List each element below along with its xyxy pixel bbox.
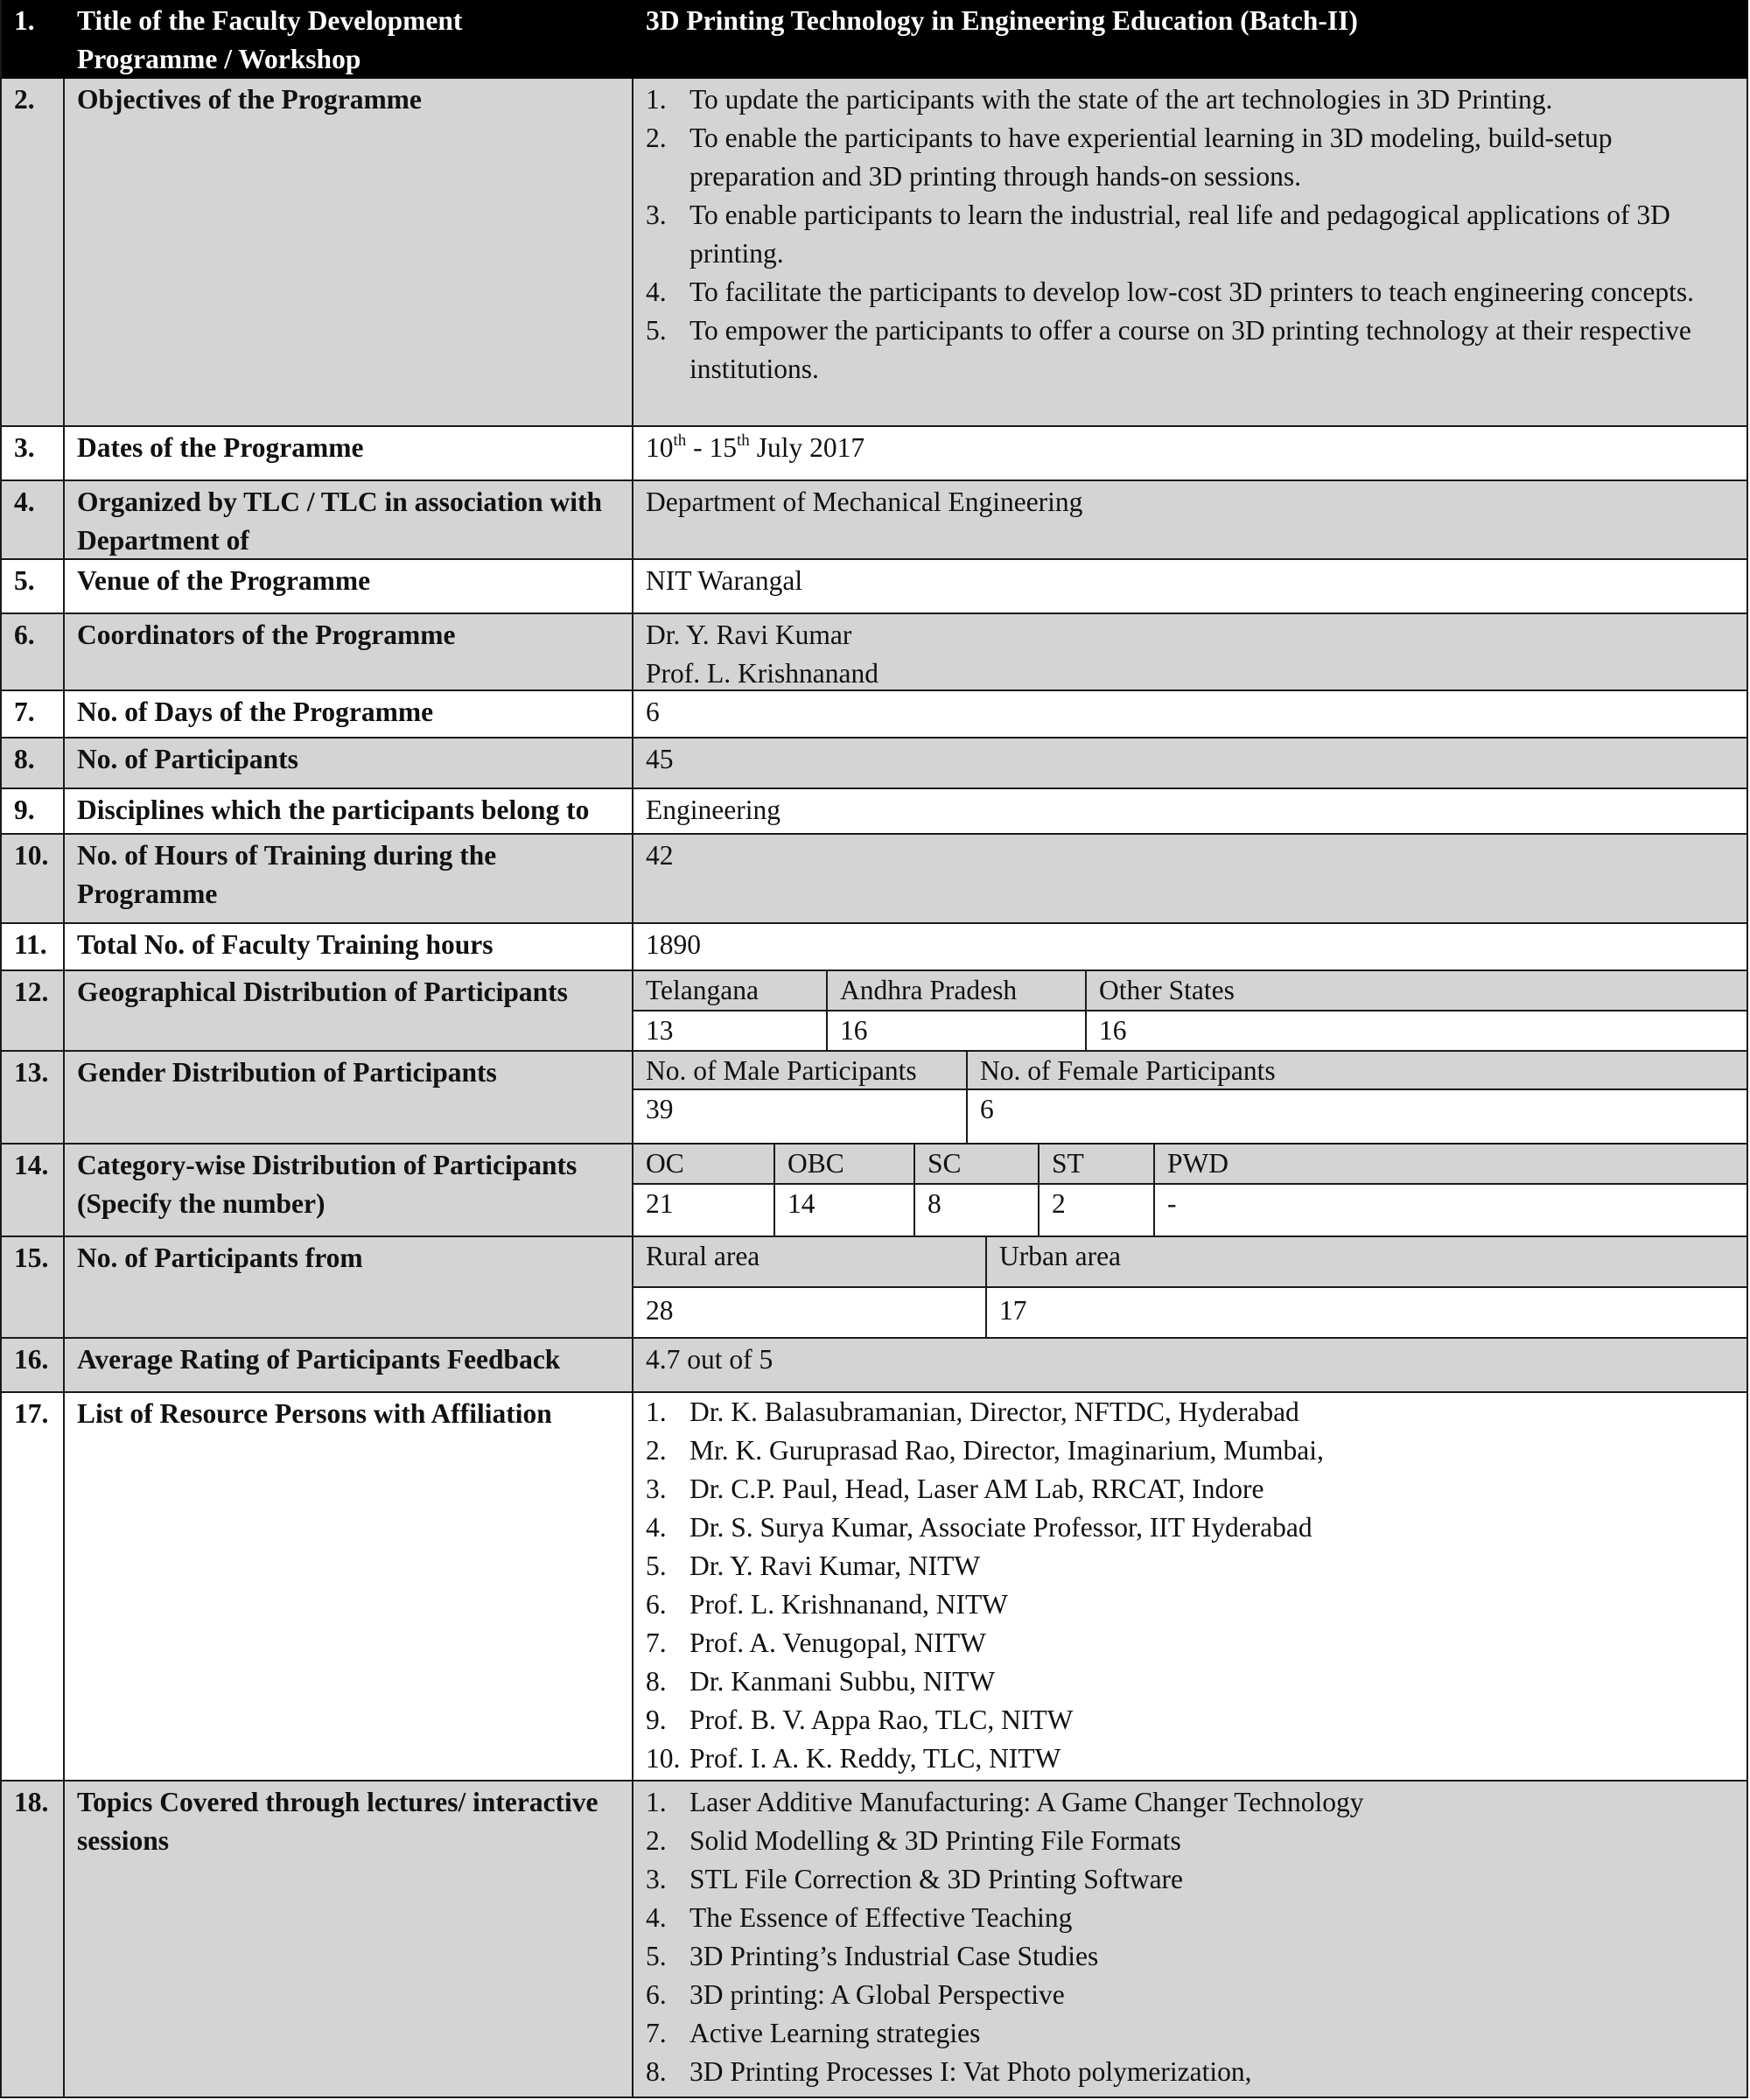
row-label: Total No. of Faculty Training hours	[65, 924, 634, 971]
table-header: PWD	[1167, 1148, 1228, 1179]
list-item: 7. Prof. A. Venugopal, NITW	[646, 1628, 986, 1658]
row-number: 12.	[0, 971, 65, 1052]
list-item: 5. To empower the participants to offer a course on 3D printing technology at their respective institutions.	[646, 315, 1691, 384]
row-number: 11.	[0, 924, 65, 971]
programme-dates: 10th - 15th July 2017	[634, 427, 1748, 481]
geographical-table	[634, 971, 1748, 1052]
objectives-list	[634, 79, 1748, 427]
row-number: 15.	[0, 1237, 65, 1339]
disciplines-value: Engineering	[634, 789, 1748, 835]
table-cell: 16	[828, 1012, 1087, 1050]
table-header: SC	[915, 1144, 1040, 1183]
table-header: Andhra Pradesh	[828, 971, 1087, 1010]
list-item: 3. To enable participants to learn the industrial, real life and pedagogical applications of 3D printing.	[646, 200, 1670, 269]
row-geographical	[0, 971, 1748, 1052]
table-cell: 39	[634, 1090, 968, 1143]
table-cell: 17	[999, 1295, 1027, 1326]
organizing-department: Department of Mechanical Engineering	[634, 481, 1748, 560]
list-item: 2. Solid Modelling & 3D Printing File Formats	[646, 1825, 1181, 1856]
row-label: No. of Hours of Training during the Programme	[65, 835, 634, 924]
venue: NIT Warangal	[634, 560, 1748, 614]
row-number: 2.	[0, 79, 65, 427]
row-organized-by	[0, 481, 1748, 560]
row-label: Geographical Distribution of Participants	[65, 971, 634, 1052]
area-table	[634, 1237, 1748, 1339]
table-cell: 2	[1040, 1185, 1155, 1236]
days-value: 6	[634, 691, 1748, 738]
row-label: Organized by TLC / TLC in association with Department of	[65, 481, 634, 560]
topics-list	[634, 1782, 1748, 2098]
table-cell: 13	[634, 1012, 828, 1050]
category-table	[634, 1144, 1748, 1237]
row-label: No. of Participants	[65, 738, 634, 789]
list-item: 10. Prof. I. A. K. Reddy, TLC, NITW	[646, 1743, 1061, 1774]
table-header: Telangana	[634, 971, 828, 1010]
table-cell: 21	[634, 1185, 775, 1236]
row-label: Disciplines which the participants belong to	[65, 789, 634, 835]
row-area	[0, 1237, 1748, 1339]
row-number: 1.	[0, 0, 65, 79]
list-item: 2. Mr. K. Guruprasad Rao, Director, Imaginarium, Mumbai,	[646, 1435, 1324, 1466]
row-label: Venue of the Programme	[65, 560, 634, 614]
row-number: 8.	[0, 738, 65, 789]
programme-title: 3D Printing Technology in Engineering Education (Batch-II)	[634, 0, 1748, 79]
hours-value: 42	[634, 835, 1748, 924]
row-dates	[0, 427, 1748, 481]
list-item: 8. Dr. Kanmani Subbu, NITW	[646, 1666, 996, 1697]
list-item: 6. Prof. L. Krishnanand, NITW	[646, 1589, 1008, 1620]
row-disciplines	[0, 789, 1748, 835]
table-header: No. of Female Participants	[980, 1055, 1276, 1086]
feedback-rating: 4.7 out of 5	[634, 1339, 1748, 1393]
list-item: 4. To facilitate the participants to develop low-cost 3D printers to teach engineering concepts.	[646, 276, 1695, 307]
list-item: 5. Dr. Y. Ravi Kumar, NITW	[646, 1550, 981, 1581]
table-header: OBC	[775, 1144, 915, 1183]
row-label: Gender Distribution of Participants	[65, 1052, 634, 1144]
table-header: Other States	[1099, 975, 1235, 1005]
row-label: Coordinators of the Programme	[65, 614, 634, 691]
table-cell: 6	[980, 1094, 994, 1124]
row-number: 7.	[0, 691, 65, 738]
row-label: No. of Participants from	[65, 1237, 634, 1339]
row-number: 5.	[0, 560, 65, 614]
list-item: 1. To update the participants with the state of the art technologies in 3D Printing.	[646, 84, 1553, 115]
list-item: 4. Dr. S. Surya Kumar, Associate Professor, IIT Hyderabad	[646, 1512, 1312, 1543]
faculty-hours-value: 1890	[634, 924, 1748, 971]
table-cell: 8	[915, 1185, 1040, 1236]
row-label: Objectives of the Programme	[65, 79, 634, 427]
row-days	[0, 691, 1748, 738]
row-gender	[0, 1052, 1748, 1144]
participants-value: 45	[634, 738, 1748, 789]
row-number: 14.	[0, 1144, 65, 1237]
row-number: 13.	[0, 1052, 65, 1144]
row-resource-persons	[0, 1393, 1748, 1782]
row-number: 10.	[0, 835, 65, 924]
list-item: 9. Prof. B. V. Appa Rao, TLC, NITW	[646, 1704, 1074, 1735]
list-item: 6. 3D printing: A Global Perspective	[646, 1979, 1065, 2010]
row-number: 6.	[0, 614, 65, 691]
table-cell: 16	[1099, 1015, 1127, 1046]
table-header: OC	[634, 1144, 775, 1183]
list-item: 5. 3D Printing’s Industrial Case Studies	[646, 1941, 1099, 1971]
row-category	[0, 1144, 1748, 1237]
table-cell: 28	[634, 1288, 987, 1337]
row-label: Dates of the Programme	[65, 427, 634, 481]
row-coordinators	[0, 614, 1748, 691]
coordinator-name: Dr. Y. Ravi Kumar	[646, 620, 852, 650]
row-venue	[0, 560, 1748, 614]
row-number: 17.	[0, 1393, 65, 1782]
row-label: Category-wise Distribution of Participants (Specify the number)	[65, 1144, 634, 1237]
row-faculty-hours	[0, 924, 1748, 971]
row-objectives	[0, 79, 1748, 427]
row-label: No. of Days of the Programme	[65, 691, 634, 738]
coordinator-name: Prof. L. Krishnanand	[646, 658, 878, 689]
resource-persons-list	[634, 1393, 1748, 1782]
coordinators	[634, 614, 1748, 691]
row-number: 18.	[0, 1782, 65, 2098]
table-cell: -	[1167, 1188, 1177, 1219]
gender-table	[634, 1052, 1748, 1144]
list-item: 8. 3D Printing Processes I: Vat Photo polymerization,	[646, 2056, 1252, 2087]
row-number: 3.	[0, 427, 65, 481]
row-topics	[0, 1782, 1748, 2098]
row-number: 16.	[0, 1339, 65, 1393]
row-feedback	[0, 1339, 1748, 1393]
list-item: 4. The Essence of Effective Teaching	[646, 1902, 1073, 1933]
row-label: List of Resource Persons with Affiliation	[65, 1393, 634, 1782]
table-header: No. of Male Participants	[634, 1052, 968, 1090]
row-participants	[0, 738, 1748, 789]
row-label: Topics Covered through lectures/ interactive sessions	[65, 1782, 634, 2098]
list-item: 3. Dr. C.P. Paul, Head, Laser AM Lab, RRCAT, Indore	[646, 1474, 1264, 1504]
table-header: Urban area	[999, 1241, 1122, 1271]
row-title	[0, 0, 1748, 79]
list-item: 1. Laser Additive Manufacturing: A Game Changer Technology	[646, 1787, 1364, 1817]
row-number: 9.	[0, 789, 65, 835]
list-item: 1. Dr. K. Balasubramanian, Director, NFTDC, Hyderabad	[646, 1396, 1299, 1427]
list-item: 2. To enable the participants to have experiential learning in 3D modeling, build-setup preparation and 3D printing through hands-on sessions.	[646, 122, 1613, 192]
row-hours	[0, 835, 1748, 924]
row-number: 4.	[0, 481, 65, 560]
list-item: 3. STL File Correction & 3D Printing Software	[646, 1864, 1184, 1894]
table-cell: 14	[775, 1185, 915, 1236]
row-label: Average Rating of Participants Feedback	[65, 1339, 634, 1393]
table-header: Rural area	[634, 1237, 987, 1286]
row-label: Title of the Faculty Development Programme / Workshop	[65, 0, 634, 79]
list-item: 7. Active Learning strategies	[646, 2018, 981, 2048]
table-header: ST	[1040, 1144, 1155, 1183]
